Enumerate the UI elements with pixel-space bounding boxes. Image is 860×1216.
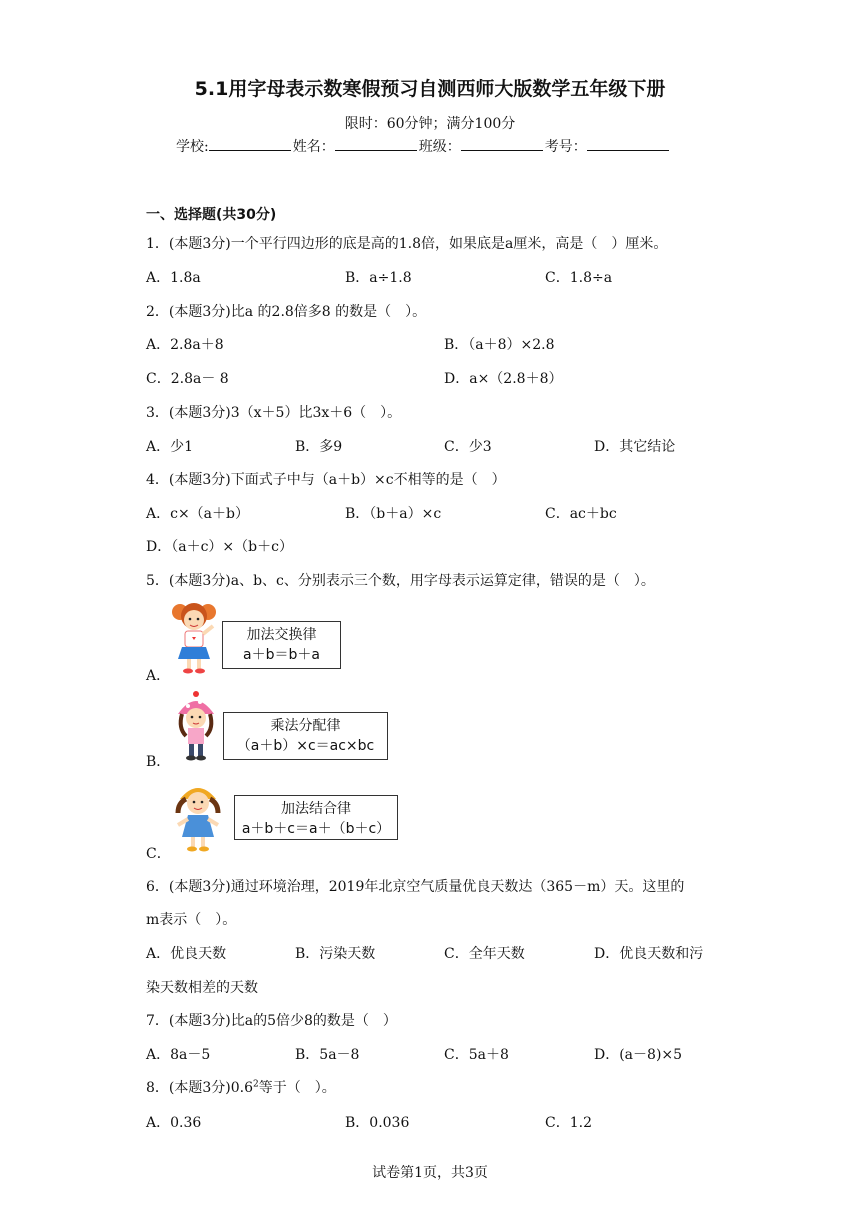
- q6-option-b[interactable]: B．污染天数: [295, 946, 376, 962]
- school-label: 学校:: [176, 139, 209, 155]
- q5-option-c-label[interactable]: C．: [146, 846, 171, 862]
- class-label: 班级：: [418, 139, 461, 155]
- class-blank[interactable]: [461, 136, 543, 151]
- page-title: 5.1用字母表示数寒假预习自测西师大版数学五年级下册: [194, 78, 666, 100]
- q4-option-b[interactable]: B．（b＋a）×c: [345, 506, 442, 522]
- q5-option-b-label[interactable]: B．: [146, 754, 171, 770]
- q2-option-c[interactable]: C．2.8a－ 8: [146, 371, 229, 387]
- q2-option-d[interactable]: D．a×（2.8＋8）: [444, 371, 563, 387]
- q8-option-c[interactable]: C．1.2: [545, 1115, 592, 1131]
- q5-card-a[interactable]: [222, 621, 341, 669]
- name-blank[interactable]: [335, 136, 417, 151]
- question-3-stem: 3．(本题3分)3（x＋5）比3x＋6（ ）。: [146, 405, 402, 421]
- question-4-stem: 4．(本题3分)下面式子中与（a＋b）×c不相等的是（ ）: [146, 472, 506, 488]
- q3-option-d[interactable]: D．其它结论: [594, 439, 676, 455]
- question-8-stem: 8．(本题3分)$0.6^2$等于（ ）。: [146, 1079, 336, 1096]
- girl-a-illustration: [168, 598, 220, 676]
- section-heading: 一、选择题(共30分): [146, 207, 277, 223]
- card-c-formula: a＋b＋c＝a＋（b＋c）: [241, 821, 391, 837]
- q7-option-d[interactable]: D．(a－8)×5: [594, 1047, 683, 1063]
- q6-option-d[interactable]: D．优良天数和污: [594, 946, 704, 962]
- q2-option-a[interactable]: A．2.8a＋8: [146, 337, 224, 353]
- exam-number-label: 考号：: [544, 139, 587, 155]
- card-c-title: 加法结合律: [281, 801, 351, 817]
- q6-option-a[interactable]: A．优良天数: [146, 946, 227, 962]
- card-a-formula: a＋b＝b＋a: [243, 647, 320, 663]
- card-b-title: 乘法分配律: [270, 718, 341, 734]
- q4-option-d[interactable]: D．（a＋c）×（b＋c）: [146, 539, 293, 555]
- girl-c-illustration: [170, 779, 226, 855]
- card-a-title: 加法交换律: [246, 627, 317, 643]
- q5-option-a-label[interactable]: A．: [146, 668, 171, 684]
- name-label: 姓名：: [292, 139, 335, 155]
- girl-b-illustration: [170, 690, 222, 764]
- q4-option-c[interactable]: C．ac＋bc: [545, 506, 617, 522]
- question-5-stem: 5．(本题3分)a、b、c、分别表示三个数，用字母表示运算定律，错误的是（ ）。: [146, 573, 655, 589]
- student-info-fields: [176, 136, 671, 156]
- q5-card-c[interactable]: [234, 795, 398, 840]
- q3-option-b[interactable]: B．多9: [295, 439, 343, 455]
- q6-option-d-continued: 染天数相差的天数: [146, 980, 258, 996]
- exam-number-blank[interactable]: [587, 136, 669, 151]
- page-footer: 试卷第1页，共3页: [372, 1165, 488, 1181]
- q2-option-b[interactable]: B．（a＋8）×2.8: [444, 337, 555, 353]
- question-6-stem-line2: m表示（ ）。: [146, 912, 237, 928]
- question-1-stem: 1．(本题3分)一个平行四边形的底是高的1.8倍，如果底是a厘米，高是（ ）厘米。: [146, 236, 668, 252]
- q5-card-b[interactable]: [223, 712, 388, 760]
- q3-option-c[interactable]: C．少3: [444, 439, 492, 455]
- q1-option-b[interactable]: B．a÷1.8: [345, 270, 412, 286]
- q1-option-c[interactable]: C．1.8÷a: [545, 270, 613, 286]
- q3-option-a[interactable]: A．少1: [146, 439, 194, 455]
- card-b-formula: （a＋b）×c＝ac×bc: [236, 738, 375, 754]
- q8-option-b[interactable]: B．0.036: [345, 1115, 410, 1131]
- q6-option-c[interactable]: C．全年天数: [444, 946, 525, 962]
- q7-option-b[interactable]: B．5a－8: [295, 1047, 360, 1063]
- q7-option-c[interactable]: C．5a＋8: [444, 1047, 509, 1063]
- q8-option-a[interactable]: A．0.36: [146, 1115, 202, 1131]
- time-limit-text: 限时：60分钟；满分100分: [344, 116, 516, 132]
- question-6-stem-line1: 6．(本题3分)通过环境治理，2019年北京空气质量优良天数达（365－m）天。这里的: [146, 879, 685, 895]
- question-2-stem: 2．(本题3分)比a 的2.8倍多8 的数是（ ）。: [146, 304, 427, 320]
- school-blank[interactable]: [209, 136, 291, 151]
- q4-option-a[interactable]: A．c×（a＋b）: [146, 506, 249, 522]
- q1-option-a[interactable]: A．1.8a: [146, 270, 201, 286]
- q7-option-a[interactable]: A．8a－5: [146, 1047, 211, 1063]
- question-7-stem: 7．(本题3分)比a的5倍少8的数是（ ）: [146, 1013, 397, 1029]
